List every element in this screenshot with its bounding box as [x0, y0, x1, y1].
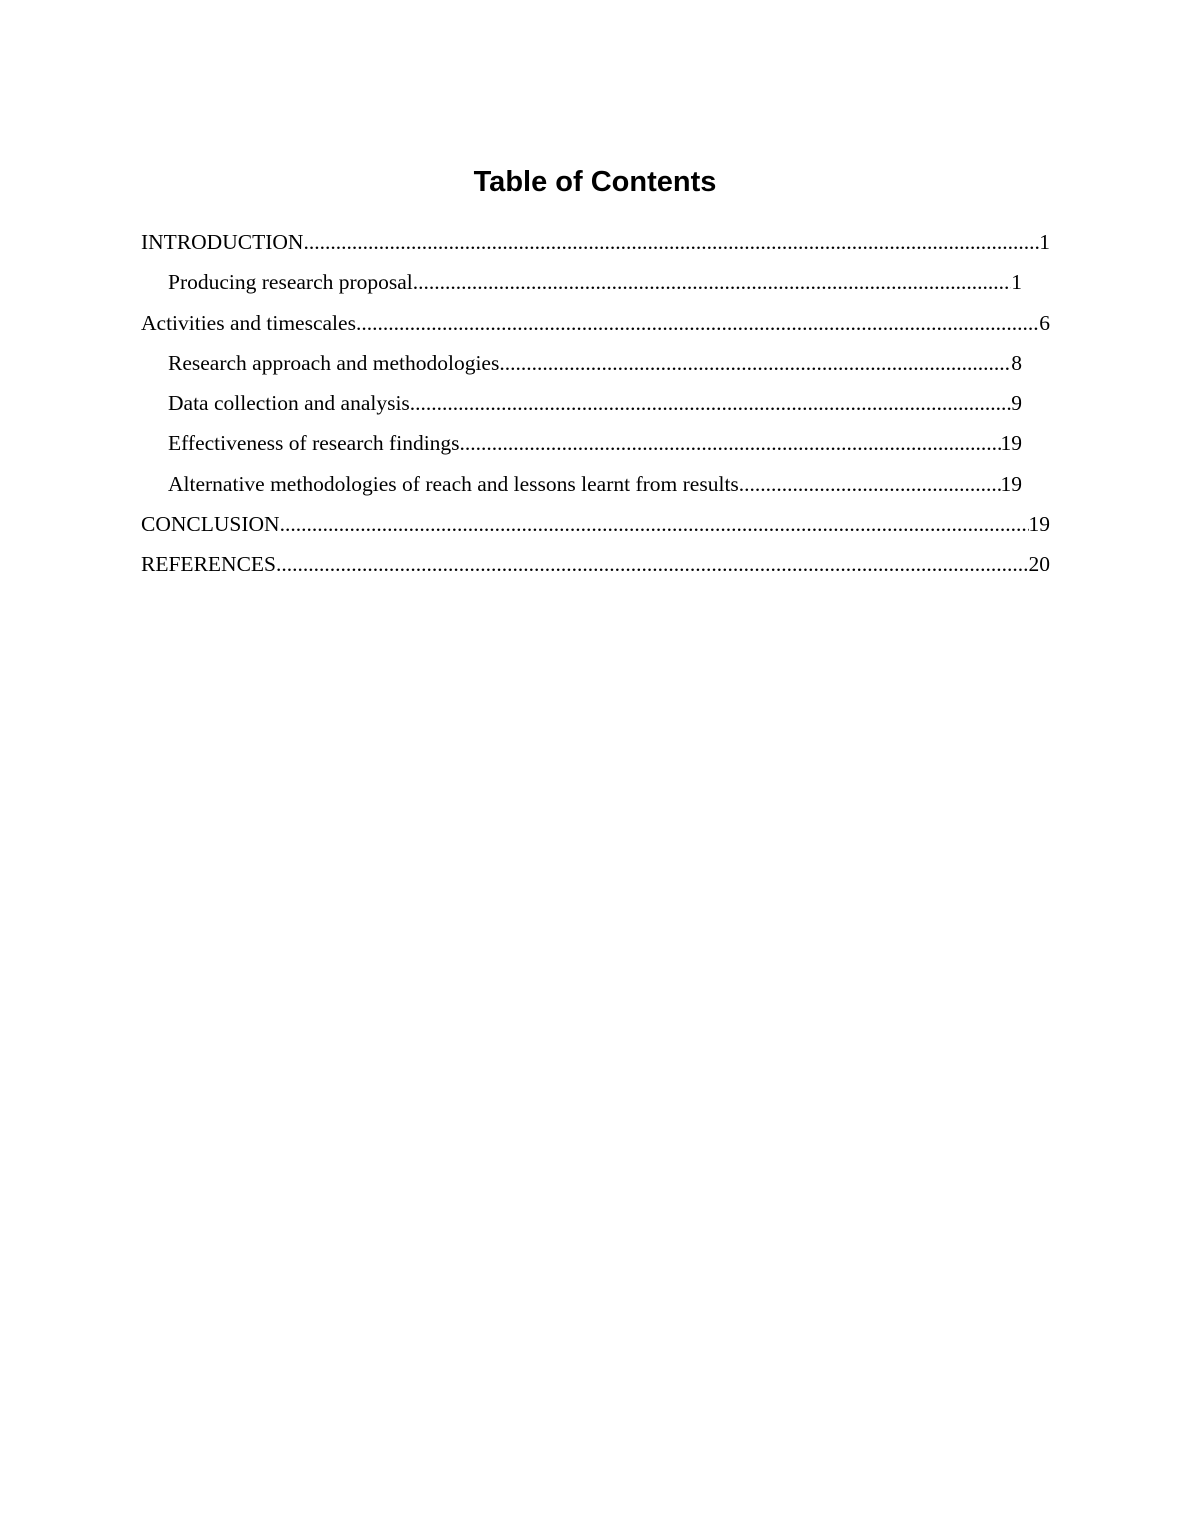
toc-dot-leader	[356, 309, 1039, 337]
toc-page-number: 20	[1028, 552, 1050, 576]
toc-page-number: 19	[1028, 512, 1050, 536]
toc-entry-research-approach[interactable]	[168, 349, 1022, 377]
toc-entry-activities-and-timescales[interactable]	[141, 309, 1050, 337]
toc-entry-conclusion[interactable]	[141, 510, 1050, 538]
toc-dot-leader	[410, 389, 1011, 417]
toc-entry-producing-research-proposal[interactable]	[168, 268, 1022, 296]
toc-page-number: 1	[1011, 270, 1022, 294]
toc-dot-leader	[460, 429, 1001, 457]
toc-entry-label: Activities and timescales	[141, 311, 356, 335]
toc-entry-label: CONCLUSION	[141, 512, 280, 536]
toc-entry-introduction[interactable]	[141, 228, 1050, 256]
toc-dot-leader	[276, 550, 1029, 578]
toc-dot-leader	[303, 228, 1039, 256]
toc-entry-label: Producing research proposal	[168, 270, 413, 294]
toc-dot-leader	[739, 470, 1001, 498]
toc-entry-label: INTRODUCTION	[141, 230, 304, 254]
toc-page-number: 9	[1011, 391, 1022, 415]
toc-entry-alternative-methodologies[interactable]	[168, 470, 1022, 498]
toc-dot-leader	[413, 268, 1011, 296]
toc-entry-label: Alternative methodologies of reach and lessons learnt from results	[168, 472, 739, 496]
toc-dot-leader	[280, 510, 1029, 538]
toc-entry-references[interactable]	[141, 550, 1050, 578]
toc-entry-label: Effectiveness of research findings	[168, 431, 460, 455]
toc-entry-effectiveness-of-findings[interactable]	[168, 429, 1022, 457]
toc-entry-label: Data collection and analysis	[168, 391, 410, 415]
toc-page-number: 19	[1000, 472, 1022, 496]
toc-entry-data-collection[interactable]	[168, 389, 1022, 417]
toc-title: Table of Contents	[473, 166, 717, 198]
toc-page-number: 6	[1039, 311, 1050, 335]
toc-page-number: 19	[1000, 431, 1022, 455]
toc-dot-leader	[499, 349, 1011, 377]
toc-page-number: 8	[1011, 351, 1022, 375]
toc-entry-label: REFERENCES	[141, 552, 276, 576]
toc-page-number: 1	[1039, 230, 1050, 254]
toc-entry-label: Research approach and methodologies	[168, 351, 500, 375]
